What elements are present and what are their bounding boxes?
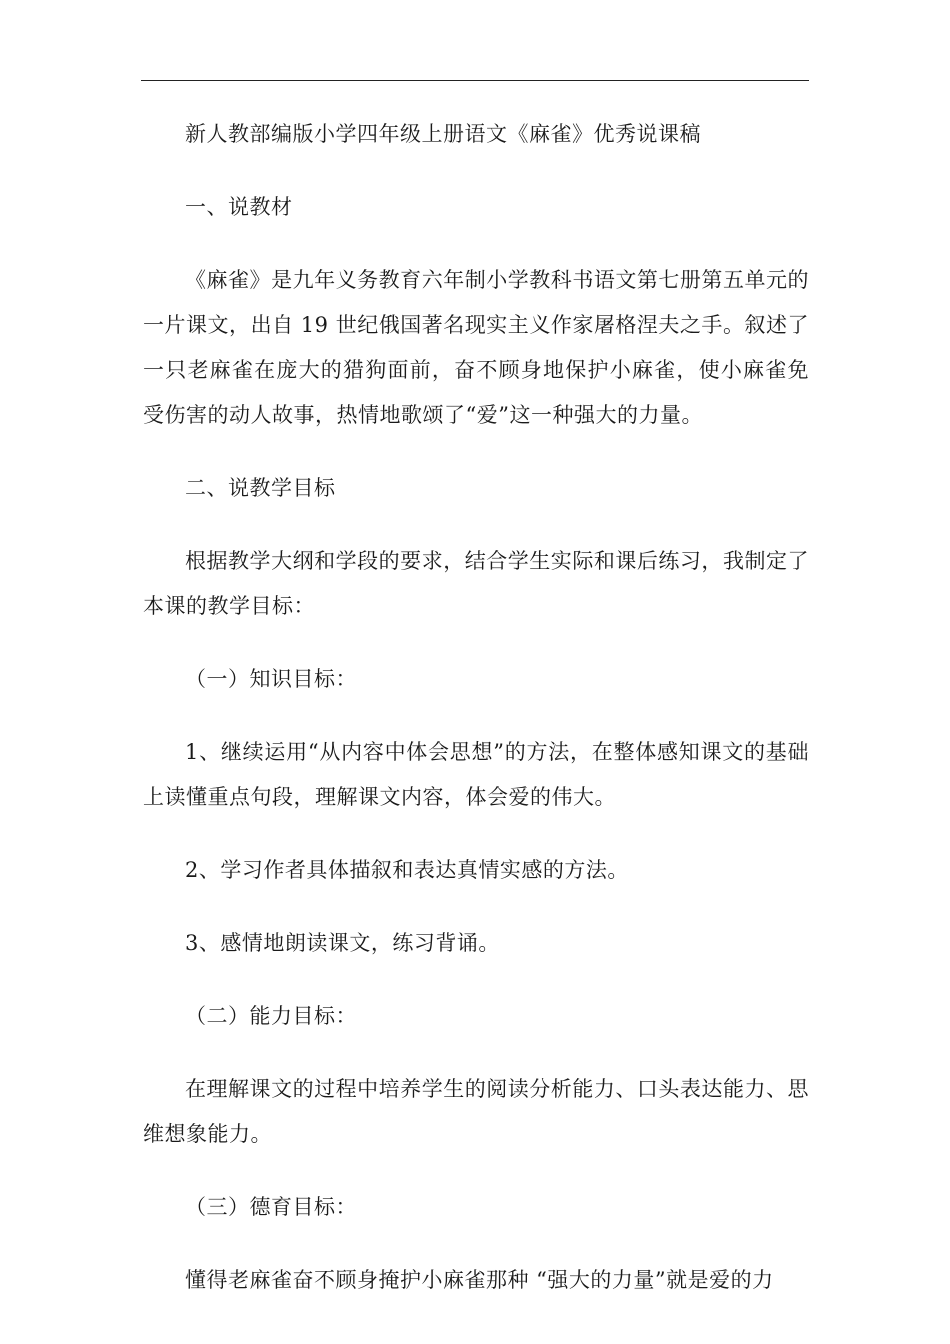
subheading-moral: （三）德育目标： [185,1195,357,1219]
list-item-knowledge-1: 1、继续运用“从内容中体会思想”的方法，在整体感知课文的基础上读懂重点句段，理解课文内容，体会爱的伟大。 [143,740,809,809]
paragraph-textbook: 《麻雀》是九年义务教育六年制小学教科书语文第七册第五单元的一片课文，出自 19 世纪俄国著名现实主义作家屠格涅夫之手。叙述了一只老麻雀在庞大的猎狗面前，奋不顾身地保护小麻雀，使小麻雀免受伤害的动人故事，热情地歌颂了“爱”这一种强大的力量。 [143,268,809,427]
paragraph-moral: 懂得老麻雀奋不顾身掩护小麻雀那种 “强大的力量”就是爱的力 [185,1268,774,1292]
section-heading-textbook: 一、说教材 [185,195,293,219]
header-rule [141,80,809,81]
subheading-ability: （二）能力目标： [185,1004,357,1028]
list-item-knowledge-2: 2、学习作者具体描叙和表达真情实感的方法。 [185,858,629,882]
document-body [143,112,809,1303]
list-item-knowledge-3: 3、感情地朗读课文，练习背诵。 [185,931,500,955]
section-heading-goals: 二、说教学目标 [185,476,336,500]
paragraph-goals-intro: 根据教学大纲和学段的要求，结合学生实际和课后练习，我制定了本课的教学目标： [143,549,809,618]
document-title: 新人教部编版小学四年级上册语文《麻雀》优秀说课稿 [185,122,701,146]
subheading-knowledge: （一）知识目标： [185,667,357,691]
paragraph-ability: 在理解课文的过程中培养学生的阅读分析能力、口头表达能力、思维想象能力。 [143,1077,809,1146]
